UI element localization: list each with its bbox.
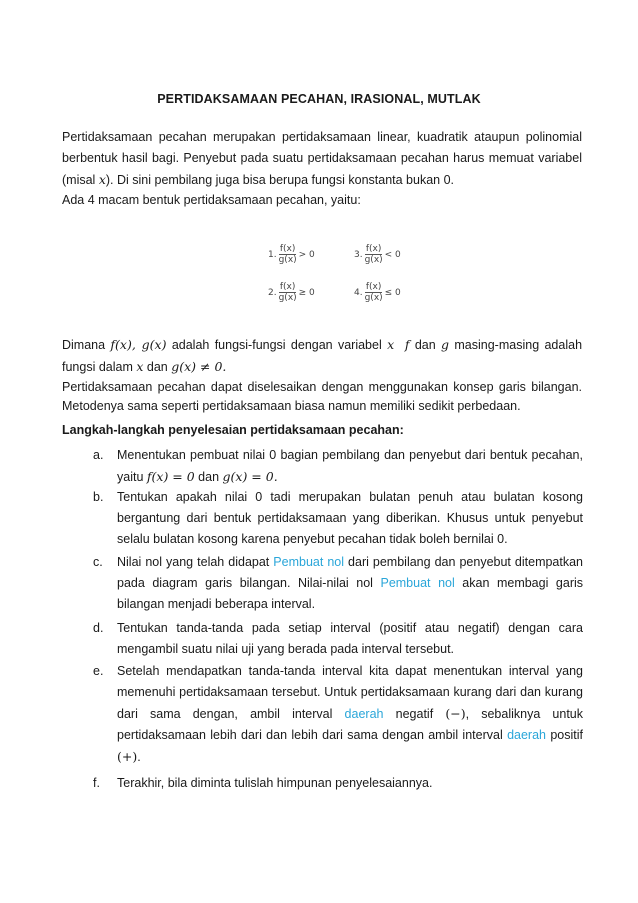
step-f-letter: f. [93, 776, 100, 790]
step-b-text: Tentukan apakah nilai 0 tadi merupakan bulatan penuh atau bulatan kosong bergantung dari bentuk pertidaksamaan yang diberikan. Khusus untuk penyebut selalu bulatan kosong karena penyebut pecahan tidak boleh bernilai 0. [117, 490, 583, 546]
formula-image [268, 244, 418, 308]
step-c-letter: c. [93, 555, 103, 569]
formula-4-denominator: g(x) [364, 293, 383, 303]
step-e-math-positive: (+) [117, 749, 138, 764]
formula-1-operator: > 0 [298, 249, 315, 260]
step-a-text-1: Menentukan pembuat nilai 0 bagian pembilang dan penyebut dari bentuk pecahan, yaitu [117, 448, 583, 484]
step-a-math-2: g(x) = 0. [222, 469, 278, 484]
step-b [93, 487, 583, 550]
dimana-text-c: masing-masing adalah fungsi dalam [62, 338, 583, 374]
intro-variable: x [98, 172, 106, 187]
step-f-text: Terakhir, bila diminta tulislah himpunan penyelesaiannya. [117, 776, 433, 790]
step-c-text-2: dari pembilang dan penyebut ditempatkan pada diagram garis bilangan. Nilai-nilai nol [117, 555, 584, 590]
formula-2 [268, 282, 315, 303]
formula-1 [268, 244, 315, 265]
dimana-condition: g(x) ≠ 0. [171, 359, 227, 374]
step-e [93, 661, 583, 768]
formula-1-numerator: f(x) [279, 244, 296, 254]
formula-1-number: 1. [268, 249, 277, 260]
step-a-letter: a. [93, 448, 104, 462]
step-c-link-pembuat-nol-1[interactable]: Pembuat nol [273, 555, 345, 569]
intro-text-a: Pertidaksamaan pecahan merupakan pertidaksamaan linear, kuadratik ataupun polinomial berbentuk hasil bagi. Penyebut pada suatu pertidaksamaan pecahan harus memuat variabel (misal [62, 130, 582, 187]
dimana-text-b: adalah fungsi-fungsi dengan variabel [166, 338, 388, 352]
step-c-text-1: Nilai nol yang telah didapat [117, 555, 274, 569]
formula-3 [354, 244, 401, 265]
dimana-var-g: g [441, 337, 450, 352]
intro-text-b: ). Di sini pembilang juga bisa berupa fungsi konstanta bukan 0. [105, 173, 455, 187]
formula-4 [354, 282, 401, 303]
step-a-math-1: f(x) = 0 [146, 469, 195, 484]
formula-3-operator: < 0 [384, 249, 401, 260]
step-e-text-5: . [137, 750, 141, 764]
step-e-text-3: , sebaliknya untuk pertidaksamaan lebih dari dan lebih dari sama dengan ambil interval [117, 707, 584, 742]
dimana-var-x2: x [136, 359, 144, 374]
step-e-math-negative: (−) [445, 706, 466, 721]
formula-3-numerator: f(x) [365, 244, 382, 254]
step-e-link-daerah-1[interactable]: daerah [344, 707, 384, 721]
step-e-letter: e. [93, 664, 104, 678]
step-a [93, 445, 583, 488]
intro-paragraph-2: Ada 4 macam bentuk pertidaksamaan pecahan, yaitu: [62, 193, 361, 207]
step-c-link-pembuat-nol-2[interactable]: Pembuat nol [380, 576, 455, 590]
dimana-var-x: x [387, 337, 395, 352]
formula-3-number: 3. [354, 249, 363, 260]
step-f [93, 773, 583, 794]
step-c [93, 552, 583, 615]
step-a-text-2: dan [194, 470, 223, 484]
formula-2-operator: ≥ 0 [298, 287, 315, 298]
dimana-var-f: f [404, 337, 410, 352]
step-b-letter: b. [93, 490, 104, 504]
step-d-text: Tentukan tanda-tanda pada setiap interval (positif atau negatif) dengan cara mengambil suatu nilai uji yang berada pada interval tersebut. [117, 621, 583, 656]
step-e-text-1: Setelah mendapatkan tanda-tanda interval kita dapat menentukan interval yang memenuhi pertidaksamaan tersebut. Untuk pertidaksamaan kurang dari dan kurang dari sama dengan, ambil interval [117, 664, 583, 721]
formula-4-number: 4. [354, 287, 363, 298]
formula-3-denominator: g(x) [364, 255, 383, 265]
formula-4-numerator: f(x) [365, 282, 382, 292]
formula-2-denominator: g(x) [278, 293, 297, 303]
step-e-text-4: positif [546, 728, 583, 742]
dimana-text-d: dan [143, 360, 172, 374]
concept-paragraph: Pertidaksamaan pecahan dapat diselesaikan dengan menggunakan konsep garis bilangan. Metodenya sama seperti pertidaksamaan biasa namun memiliki sedikit perbedaan. [62, 380, 582, 413]
formula-4-operator: ≤ 0 [384, 287, 401, 298]
step-e-text-2: negatif [383, 707, 446, 721]
dimana-text-dan: dan [409, 338, 442, 352]
step-d-letter: d. [93, 621, 104, 635]
step-c-text-3: akan membagi garis bilangan menjadi beberapa interval. [117, 576, 584, 611]
dimana-text-a: Dimana [62, 338, 111, 352]
step-d [93, 618, 583, 660]
dimana-paragraph [62, 334, 582, 378]
page-title: PERTIDAKSAMAAN PECAHAN, IRASIONAL, MUTLAK [157, 92, 481, 106]
steps-heading: Langkah-langkah penyelesaian pertidaksamaan pecahan: [62, 423, 404, 437]
formula-2-numerator: f(x) [279, 282, 296, 292]
formula-2-number: 2. [268, 287, 277, 298]
formula-1-denominator: g(x) [278, 255, 297, 265]
dimana-functions: f(x), g(x) [110, 337, 167, 352]
step-e-link-daerah-2[interactable]: daerah [507, 728, 546, 742]
intro-paragraph [62, 127, 582, 191]
